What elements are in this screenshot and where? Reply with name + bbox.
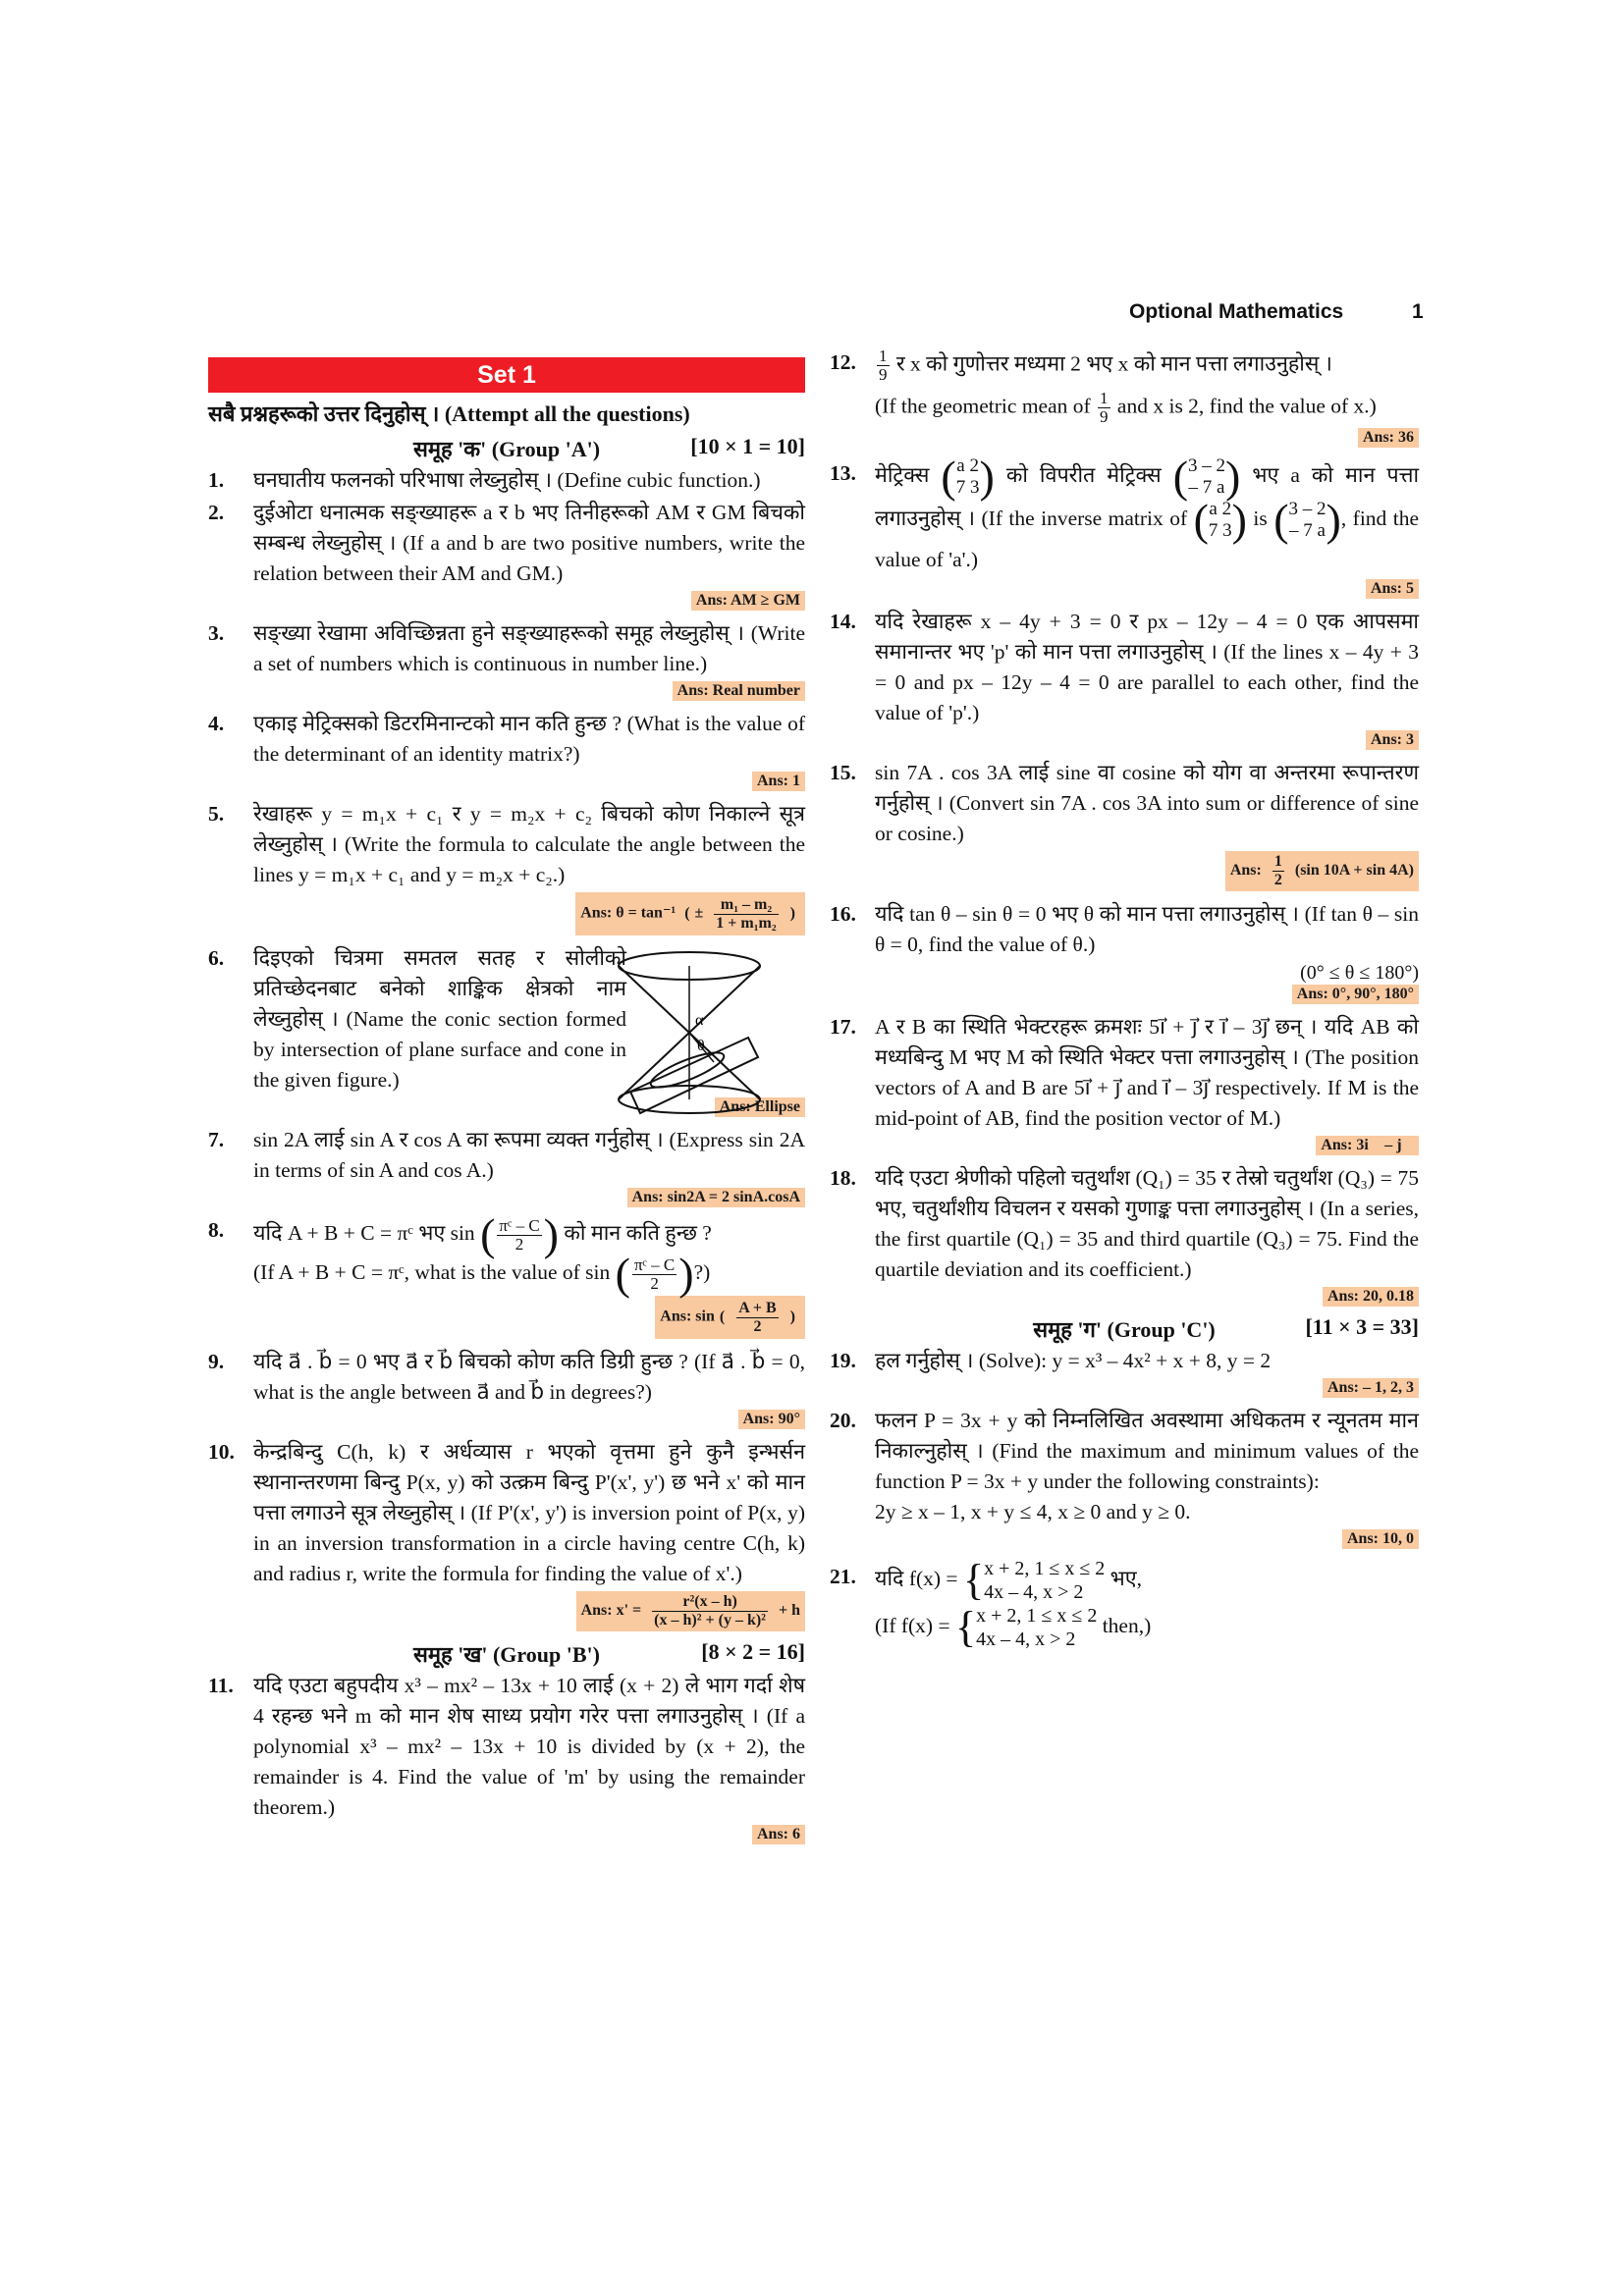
instruction: सबै प्रश्नहरूको उत्तर दिनुहोस् । (Attempt all the questions) [208, 401, 690, 426]
group-a-heading [208, 434, 805, 461]
answer-9: Ans: 90° [208, 1410, 805, 1429]
question-text: घनघातीय फलनको परिभाषा लेख्नुहोस् । (Define cubic function.) [253, 468, 761, 492]
subject-title: Optional Mathematics [1129, 300, 1344, 323]
question-3: 3. सङ्ख्या रेखामा अविच्छिन्नता हुने सङ्ख्याहरूको समूह लेख्नुहोस् । (Write a set of numbers which is continuous in number line.) [208, 621, 805, 675]
answer-20: Ans: 10, 0 [830, 1529, 1419, 1549]
group-c-title: समूह 'ग' (Group 'C') [1033, 1317, 1216, 1342]
matrix-a: a 2 7 3 [955, 455, 980, 498]
piecewise-function: x + 2, 1 ≤ x ≤ 2 4x – 4, x > 2 [984, 1558, 1106, 1603]
answer-3: Ans: Real number [208, 681, 805, 701]
answer-15: Ans: $\frac{1}{2}$ (sin 10A + sin 4A) [830, 851, 1419, 891]
question-text: यदि tan θ – sin θ = 0 भए θ को मान पत्ता लगाउनुहोस् । (If tan θ – sin θ = 0, find the value of θ.) [875, 902, 1419, 956]
question-1: 1. घनघातीय फलनको परिभाषा लेख्नुहोस् । (Define cubic function.) [208, 468, 761, 492]
question-text: दिइएको चित्रमा समतल सतह र सोलीको प्रतिच्छेदनबाट बनेको शाङ्किक क्षेत्रको नाम लेख्नुहोस् । (Name the conic section formed by intersection of plane surface and cone in the given figure.) [253, 946, 626, 1092]
page-number: 1 [1412, 300, 1424, 323]
question-15: 15. sin 7A . cos 3A लाई sine वा cosine को योग वा अन्तरमा रूपान्तरण गर्नुहोस् । (Convert sin 7A . cos 3A into sum or difference of sine or cosine.) [830, 761, 1419, 845]
group-a-title: समूह 'क' (Group 'A') [412, 437, 601, 461]
question-10: 10. केन्द्रबिन्दु C(h, k) र अर्धव्यास r भएको वृत्तमा हुने कुनै इन्भर्सन स्थानान्तरणमा बिन्दु P(x, y) को उत्क्रम बिन्दु P'(x', y') छ भने x' को मान पत्ता लगाउने सूत्र लेख्नुहोस् । (If P'(x', y') is inversion point of P(x, y) in an inversion transformation in a circle having centre C(h, k) and radius r, write the formula for finding the value of x'.) [208, 1440, 805, 1585]
question-14: 14. यदि रेखाहरू x – 4y + 3 = 0 र px – 12y – 4 = 0 एक आपसमा समानान्तर भए 'p' को मान पत्ता लगाउनुहोस् । (If the lines x – 4y + 3 = 0 and px – 12y – 4 = 0 are parallel to each other, find the value of 'p'.) [830, 610, 1419, 724]
answer-7: Ans: sin2A = 2 sinA.cosA [208, 1188, 805, 1207]
group-a-marks: [10 × 1 = 10] [690, 434, 805, 458]
question-text: केन्द्रबिन्दु C(h, k) र अर्धव्यास r भएको वृत्तमा हुने कुनै इन्भर्सन स्थानान्तरणमा बिन्दु P(x, y) को उत्क्रम बिन्दु P'(x', y') छ भने x' को मान पत्ता लगाउने सूत्र लेख्नुहोस् । (If P'(x', y') is inversion point of P(x, y) in an inversion transformation in a circle having centre C(h, k) and radius r, write the formula for finding the value of x'.) [253, 1440, 805, 1585]
question-text: यदि a⃗ . b⃗ = 0 भए a⃗ र b⃗ बिचको कोण कति डिग्री हुन्छ ? (If a⃗ . b⃗ = 0, what is the angle between a⃗ and b⃗ in degrees?) [253, 1350, 805, 1404]
answer-12: Ans: 36 [830, 428, 1419, 448]
answer-4: Ans: 1 [208, 772, 805, 791]
svg-text:α: α [695, 1012, 704, 1029]
answer-13: Ans: 5 [830, 579, 1419, 599]
question-13: 13. मेट्रिक्स (a 2 7 3) को विपरीत मेट्रिक्स (3 – 2 – 7 a) भए a को मान पत्ता लगाउनुहोस् । (If the inverse matrix of (a 2 7 3) is (3 – 2 – 7 a), find the value of 'a'.) [830, 452, 1420, 571]
set-banner: Set 1 [208, 357, 805, 393]
question-16: 16. यदि tan θ – sin θ = 0 भए θ को मान पत्ता लगाउनुहोस् । (If tan θ – sin θ = 0, find the value of θ.) [830, 902, 1419, 956]
question-6: 6. दिइएको चित्रमा समतल सतह र सोलीको प्रतिच्छेदनबाट बनेको शाङ्किक क्षेत्रको नाम लेख्नुहोस् । (Name the conic section formed by intersection of plane surface and cone in the given figure.) α θ [208, 943, 805, 1095]
question-17: 17. A र B का स्थिति भेक्टरहरू क्रमशः 5i⃗ + j⃗ र i⃗ – 3j⃗ छन् । यदि AB को मध्यबिन्दु M भए M को स्थिति भेक्टर पत्ता लगाउनुहोस् । (The position vectors of A and B are 5i⃗ + j⃗ and i⃗ – 3j⃗ respectively. If M is the mid-point of AB, find the position vector of M.) [830, 1015, 1419, 1130]
answer-19: Ans: – 1, 2, 3 [830, 1378, 1419, 1398]
group-c-heading [830, 1314, 1419, 1342]
question-text: sin 7A . cos 3A लाई sine वा cosine को योग वा अन्तरमा रूपान्तरण गर्नुहोस् । (Convert sin 7A . cos 3A into sum or difference of sine or cosine.) [875, 761, 1419, 845]
question-8: 8. यदि A + B + C = πᶜ भए sin ( $\frac{\text{πᶜ – C}}{2}$ ) को मान कति हुन्छ ? (If A + B + C = πᶜ, what is the value of sin ( $\frac{\text{πᶜ – C}}{2}$ )?) [208, 1209, 712, 1299]
answer-5: Ans: θ = tan⁻¹ ( ± $\frac{\text{m₁ – m₂}}{\text{1 + m₁m₂}}$ ) [208, 892, 805, 935]
question-text: A र B का स्थिति भेक्टरहरू क्रमशः 5i⃗ + j⃗ र i⃗ – 3j⃗ छन् । यदि AB को मध्यबिन्दु M भए M को स्थिति भेक्टर पत्ता लगाउनुहोस् । (The position vectors of A and B are 5i⃗ + j⃗ and i⃗ – 3j⃗ respectively. If M is the mid-point of AB, find the position vector of M.) [875, 1015, 1419, 1130]
question-text: sin 2A लाई sin A र cos A का रूपमा व्यक्त गर्नुहोस् । (Express sin 2A in terms of sin A and cos A.) [253, 1128, 805, 1182]
group-b-heading [208, 1639, 805, 1667]
question-text: दुईओटा धनात्मक सङ्ख्याहरू a र b भए तिनीहरूको AM र GM बिचको सम्बन्ध लेख्नुहोस् । (If a and b are two positive numbers, write the relation between their AM and GM.) [253, 501, 805, 585]
answer-10: Ans: x' = $\frac{\text{r²(x – h)}}{\text{(x – h)² + (y – k)²}}$ + h [208, 1591, 805, 1631]
group-b-marks: [8 × 2 = 16] [701, 1639, 805, 1664]
page-header [1129, 300, 1424, 324]
question-text: हल गर्नुहोस् । (Solve): y = x³ – 4x² + x + 8, y = 2 [875, 1349, 1272, 1372]
question-text: यदि एउटा बहुपदीय x³ – mx² – 13x + 10 लाई (x + 2) ले भाग गर्दा शेष 4 रहन्छ भने m को मान शेष साध्य प्रयोग गरेर पत्ता लगाउनुहोस् । (If a polynomial x³ – mx² – 13x + 10 is divided by (x + 2), the remainder is 4. Find the value of 'm' by using the remainder theorem.) [253, 1674, 805, 1819]
left-column [208, 357, 805, 1852]
question-text: सङ्ख्या रेखामा अविच्छिन्नता हुने सङ्ख्याहरूको समूह लेख्नुहोस् । (Write a set of numbers which is continuous in number line.) [253, 621, 805, 675]
question-text: रेखाहरू y = m₁x + c₁ र y = m₂x + c₂ बिचको कोण निकाल्ने सूत्र लेख्नुहोस् । (Write the formula to calculate the angle between the lines y = m₁x + c₁ and y = m₂x + c₂.) [253, 802, 805, 886]
question-18: 18. यदि एउटा श्रेणीको पहिलो चतुर्थांश (Q₁) = 35 र तेस्रो चतुर्थांश (Q₃) = 75 भए, चतुर्थांशीय विचलन र यसको गुणाङ्क पत्ता लगाउनुहोस् । (In a series, the first quartile (Q₁) = 35 and third quartile (Q₃) = 75. Find the quartile deviation and its coefficient.) [830, 1166, 1419, 1281]
answer-14: Ans: 3 [830, 730, 1419, 750]
answer-6: Ans: Ellipse [208, 1097, 805, 1117]
question-20: 20. फलन P = 3x + y को निम्नलिखित अवस्थामा अधिकतम र न्यूनतम मान निकाल्नुहोस् । (Find the maximum and minimum values of the function P = 3x + y under the following constraints): 2y ≥ x – 1, x + y ≤ 4, x ≥ 0 and y ≥ 0. [830, 1406, 1419, 1527]
question-2: 2. दुईओटा धनात्मक सङ्ख्याहरू a र b भए तिनीहरूको AM र GM बिचको सम्बन्ध लेख्नुहोस् । (If a and b are two positive numbers, write the relation between their AM and GM.) [208, 501, 805, 585]
answer-8: Ans: sin ( $\frac{A + B}{2}$ ) [208, 1296, 805, 1339]
group-c-marks: [11 × 3 = 33] [1305, 1314, 1419, 1339]
question-text: फलन P = 3x + y को निम्नलिखित अवस्थामा अधिकतम र न्यूनतम मान निकाल्नुहोस् । (Find the maximum and minimum values of the function P = 3x + y under the following constraints): [875, 1409, 1419, 1493]
question-text: यदि एउटा श्रेणीको पहिलो चतुर्थांश (Q₁) = 35 र तेस्रो चतुर्थांश (Q₃) = 75 भए, चतुर्थांशीय विचलन र यसको गुणाङ्क पत्ता लगाउनुहोस् । (In a series, the first quartile (Q₁) = 35 and third quartile (Q₃) = 75. Find the quartile deviation and its coefficient.) [875, 1166, 1419, 1281]
svg-text:θ: θ [697, 1038, 705, 1054]
question-4: 4. एकाइ मेट्रिक्सको डिटरमिनान्टको मान कति हुन्छ ? (What is the value of the determinant of an identity matrix?) [208, 712, 805, 766]
answer-16: Ans: 0°, 90°, 180° [830, 985, 1419, 1004]
group-b-title: समूह 'ख' (Group 'B') [413, 1642, 600, 1667]
answer-18: Ans: 20, 0.18 [830, 1287, 1419, 1307]
answer-2: Ans: AM ≥ GM [208, 591, 805, 611]
cone-plane-figure [611, 939, 768, 1126]
range-16: (0° ≤ θ ≤ 180°) [1300, 962, 1419, 984]
question-text: यदि रेखाहरू x – 4y + 3 = 0 र px – 12y – 4 = 0 एक आपसमा समानान्तर भए 'p' को मान पत्ता लगाउनुहोस् । (If the lines x – 4y + 3 = 0 and px – 12y – 4 = 0 are parallel to each other, find the value of 'p'.) [875, 610, 1419, 724]
question-21: 21. यदि f(x) = {x + 2, 1 ≤ x ≤ 2 4x – 4, x > 2 भए, (If f(x) = {x + 2, 1 ≤ x ≤ 2 4x – 4, x > 2 then,) [830, 1556, 1152, 1651]
question-text: एकाइ मेट्रिक्सको डिटरमिनान्टको मान कति हुन्छ ? (What is the value of the determinant of an identity matrix?) [253, 712, 805, 766]
answer-17: Ans: 3i⃗ – j⃗ [830, 1136, 1419, 1155]
right-column [830, 347, 1419, 1653]
question-19: 19. हल गर्नुहोस् । (Solve): y = x³ – 4x² + x + 8, y = 2 [830, 1349, 1272, 1372]
question-7: 7. sin 2A लाई sin A र cos A का रूपमा व्यक्त गर्नुहोस् । (Express sin 2A in terms of sin A and cos A.) [208, 1128, 805, 1182]
question-11: 11. यदि एउटा बहुपदीय x³ – mx² – 13x + 10 लाई (x + 2) ले भाग गर्दा शेष 4 रहन्छ भने m को मान शेष साध्य प्रयोग गरेर पत्ता लगाउनुहोस् । (If a polynomial x³ – mx² – 13x + 10 is divided by (x + 2), the remainder is 4. Find the value of 'm' by using the remainder theorem.) [208, 1674, 805, 1819]
constraints: 2y ≥ x – 1, x + y ≤ 4, x ≥ 0 and y ≥ 0. [875, 1500, 1191, 1523]
question-12: 12. $\frac{1}{9}$ र x को गुणोत्तर मध्यमा 2 भए x को मान पत्ता लगाउनुहोस् । (If the geometric mean of $\frac{1}{9}$ and x is 2, find the value of x.) [830, 347, 1377, 426]
matrix-inverse: 3 – 2 – 7 a [1188, 455, 1226, 498]
question-5: 5. रेखाहरू y = m₁x + c₁ र y = m₂x + c₂ बिचको कोण निकाल्ने सूत्र लेख्नुहोस् । (Write the formula to calculate the angle between the lines y = m₁x + c₁ and y = m₂x + c₂.) [208, 802, 805, 886]
question-9: 9. यदि a⃗ . b⃗ = 0 भए a⃗ र b⃗ बिचको कोण कति डिग्री हुन्छ ? (If a⃗ . b⃗ = 0, what is the angle between a⃗ and b⃗ in degrees?) [208, 1350, 805, 1404]
answer-11: Ans: 6 [208, 1825, 805, 1844]
